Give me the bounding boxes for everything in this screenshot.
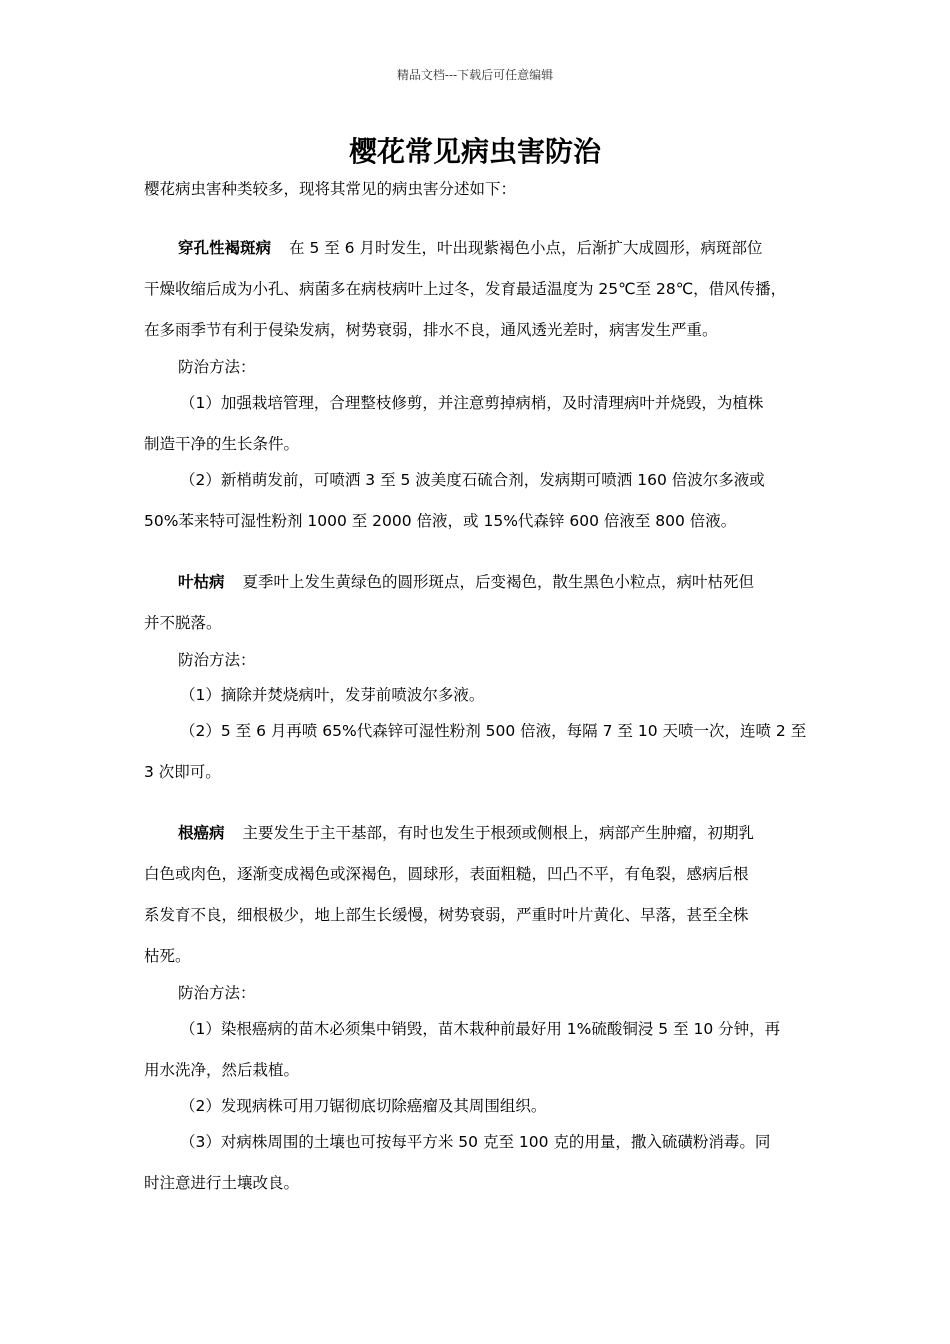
page-title: 樱花常见病虫害防治 xyxy=(348,135,601,168)
section-2-desc-line: 并不脱落。 xyxy=(144,614,222,632)
section-3-lead xyxy=(178,822,754,844)
section-2-desc: 夏季叶上发生黄绿色的圆形斑点，后变褐色，散生黑色小粒点，病叶枯死但 xyxy=(242,573,755,591)
section-3-method-3: （3）对病株周围的土壤也可按每平方米 50 克至 100 克的用量，撒入硫磺粉消毒。同 xyxy=(180,1133,771,1151)
section-3-method-1-cont: 用水洗净，然后栽植。 xyxy=(144,1061,300,1079)
section-3-method-3-cont: 时注意进行土壤改良。 xyxy=(144,1174,300,1192)
section-1-method-2-cont: 50%苯来特可湿性粉剂 1000 至 2000 倍液，或 15%代森锌 600 倍液至 800 倍液。 xyxy=(144,512,737,530)
section-1-lead xyxy=(178,237,762,259)
section-3-desc-line: 枯死。 xyxy=(144,947,191,965)
section-1-desc: 在 5 至 6 月时发生，叶出现紫褐色小点，后渐扩大成圆形，病斑部位 xyxy=(289,239,763,257)
section-3-desc: 主要发生于主干基部，有时也发生于根颈或侧根上，病部产生肿瘤，初期乳 xyxy=(242,824,755,842)
section-1-desc-line: 干燥收缩后成为小孔、病菌多在病枝病叶上过冬，发育最适温度为 25℃至 28℃，借风传播， xyxy=(144,280,787,298)
section-3-method-2: （2）发现病株可用刀锯彻底切除癌瘤及其周围组织。 xyxy=(180,1097,547,1115)
section-3-method-1: （1）染根癌病的苗木必须集中销毁，苗木栽种前最好用 1%硫酸铜浸 5 至 10 分钟，再 xyxy=(180,1020,781,1038)
section-1-method-1: （1）加强栽培管理，合理整枝修剪，并注意剪掉病梢，及时清理病叶并烧毁，为植株 xyxy=(180,394,764,412)
section-3-method-label: 防治方法： xyxy=(178,984,256,1002)
section-2-method-label: 防治方法： xyxy=(178,651,256,669)
section-2-lead xyxy=(178,571,754,593)
section-1-method-label: 防治方法： xyxy=(178,358,256,376)
section-3-name: 根癌病 xyxy=(178,824,225,842)
section-2-method-1: （1）摘除并焚烧病叶，发芽前喷波尔多液。 xyxy=(180,686,485,704)
section-3-desc-line: 系发育不良，细根极少，地上部生长缓慢，树势衰弱，严重时叶片黄化、早落，甚至全株 xyxy=(144,906,749,924)
section-1-method-2: （2）新梢萌发前，可喷洒 3 至 5 波美度石硫合剂，发病期可喷洒 160 倍波尔多液或 xyxy=(180,471,765,489)
section-2-method-2: （2）5 至 6 月再喷 65%代森锌可湿性粉剂 500 倍液，每隔 7 至 10 天喷一次，连喷 2 至 xyxy=(180,722,807,740)
section-2-method-2-cont: 3 次即可。 xyxy=(144,763,221,781)
section-3-desc-line: 白色或肉色，逐渐变成褐色或深褐色，圆球形，表面粗糙，凹凸不平，有龟裂，感病后根 xyxy=(144,865,749,883)
section-1-method-1-cont: 制造干净的生长条件。 xyxy=(144,435,300,453)
section-2-name: 叶枯病 xyxy=(178,573,225,591)
section-1-desc-line: 在多雨季节有利于侵染发病，树势衰弱，排水不良，通风透光差时，病害发生严重。 xyxy=(144,321,718,339)
intro-text: 樱花病虫害种类较多，现将其常见的病虫害分述如下： xyxy=(144,180,517,198)
section-1-name: 穿孔性褐斑病 xyxy=(178,239,272,257)
header-note: 精品文档---下载后可任意编辑 xyxy=(396,68,554,82)
